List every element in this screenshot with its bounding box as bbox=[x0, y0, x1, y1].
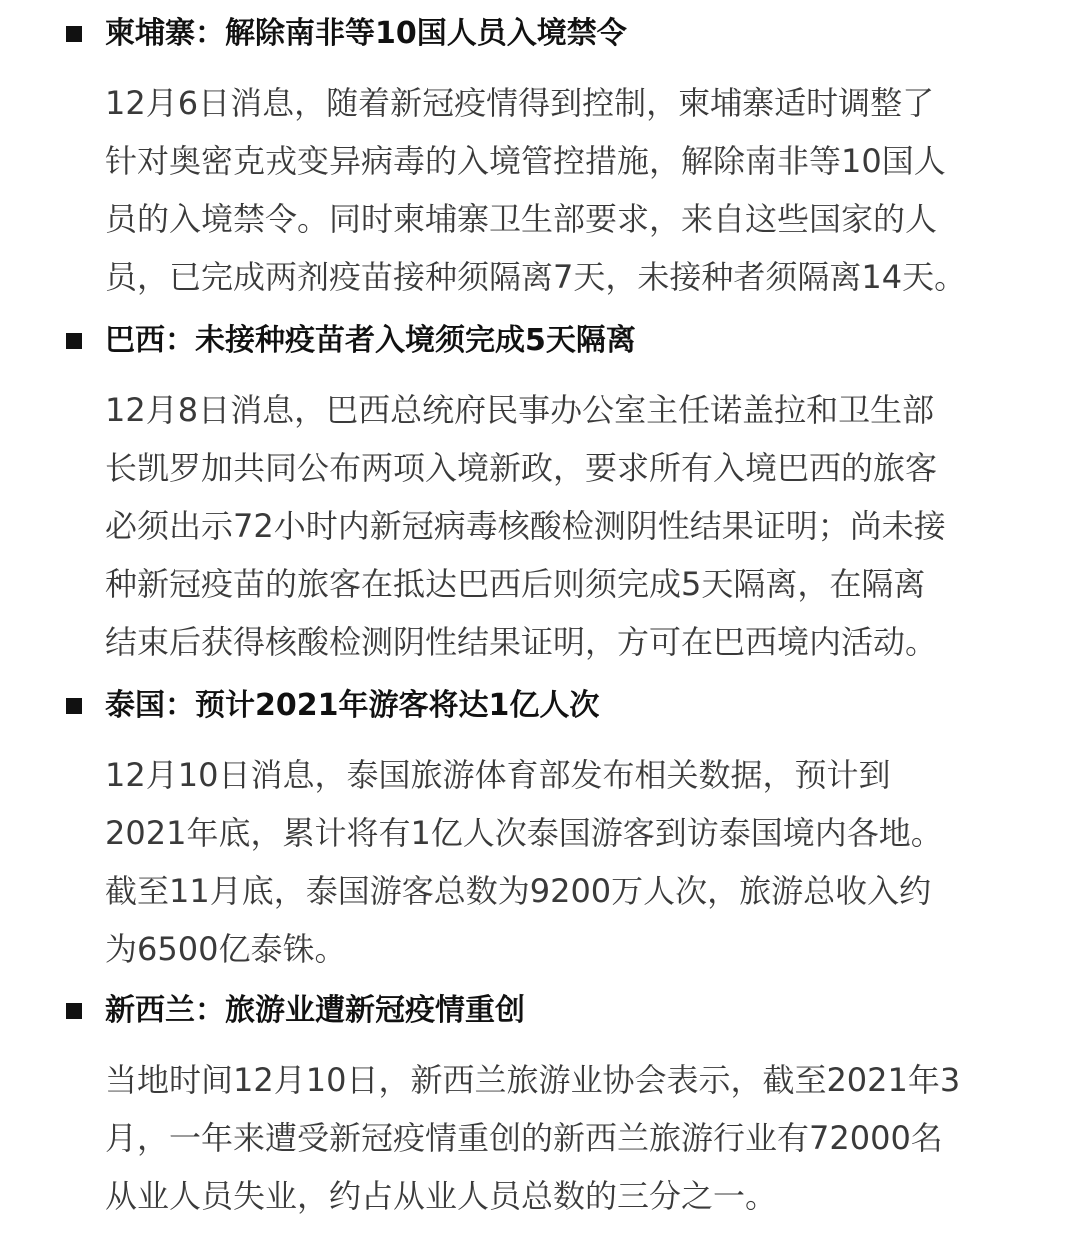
paragraph-line: 截至11月底，泰国游客总数为9200万人次，旅游总收入约 bbox=[105, 872, 932, 910]
paragraph-line: 结束后获得核酸检测阴性结果证明，方可在巴西境内活动。 bbox=[105, 623, 938, 661]
square-bullet-icon bbox=[66, 26, 82, 42]
section-heading-row bbox=[0, 686, 1071, 726]
section-paragraph bbox=[105, 1051, 965, 1225]
section-heading: 泰国：预计2021年游客将达1亿人次 bbox=[105, 688, 600, 723]
paragraph-line: 种新冠疫苗的旅客在抵达巴西后则须完成5天隔离，在隔离 bbox=[105, 565, 926, 603]
section-heading-row bbox=[0, 14, 1071, 54]
news-section-brazil bbox=[0, 321, 1071, 671]
paragraph-line: 员的入境禁令。同时柬埔寨卫生部要求，来自这些国家的人 bbox=[105, 200, 938, 238]
section-paragraph bbox=[105, 746, 965, 978]
paragraph-line: 12月8日消息，巴西总统府民事办公室主任诺盖拉和卫生部 bbox=[105, 391, 935, 429]
paragraph-line: 12月6日消息，随着新冠疫情得到控制，柬埔寨适时调整了 bbox=[105, 84, 935, 122]
section-paragraph bbox=[105, 381, 965, 671]
section-heading: 巴西：未接种疫苗者入境须完成5天隔离 bbox=[105, 323, 636, 358]
section-heading-row bbox=[0, 321, 1071, 361]
section-heading-row bbox=[0, 991, 1071, 1031]
paragraph-line: 长凯罗加共同公布两项入境新政，要求所有入境巴西的旅客 bbox=[105, 449, 938, 487]
paragraph-line: 2021年底，累计将有1亿人次泰国游客到访泰国境内各地。 bbox=[105, 814, 943, 852]
paragraph-line: 为6500亿泰铢。 bbox=[105, 930, 347, 968]
paragraph-line: 针对奥密克戎变异病毒的入境管控措施，解除南非等10国人 bbox=[105, 142, 946, 180]
paragraph-line: 12月10日消息，泰国旅游体育部发布相关数据，预计到 bbox=[105, 756, 891, 794]
paragraph-line: 员，已完成两剂疫苗接种须隔离7天，未接种者须隔离14天。 bbox=[105, 258, 967, 296]
news-section-cambodia bbox=[0, 14, 1071, 306]
news-section-thailand bbox=[0, 686, 1071, 978]
news-section-new-zealand bbox=[0, 991, 1071, 1225]
paragraph-line: 月，一年来遭受新冠疫情重创的新西兰旅游行业有72000名 bbox=[105, 1119, 943, 1157]
paragraph-line: 从业人员失业，约占从业人员总数的三分之一。 bbox=[105, 1177, 778, 1215]
square-bullet-icon bbox=[66, 1003, 82, 1019]
section-paragraph bbox=[105, 74, 965, 306]
section-heading: 新西兰：旅游业遭新冠疫情重创 bbox=[105, 993, 525, 1028]
paragraph-line: 必须出示72小时内新冠病毒核酸检测阴性结果证明；尚未接 bbox=[105, 507, 946, 545]
paragraph-line: 当地时间12月10日，新西兰旅游业协会表示，截至2021年3 bbox=[105, 1061, 961, 1099]
section-heading: 柬埔寨：解除南非等10国人员入境禁令 bbox=[105, 16, 627, 51]
square-bullet-icon bbox=[66, 333, 82, 349]
square-bullet-icon bbox=[66, 698, 82, 714]
